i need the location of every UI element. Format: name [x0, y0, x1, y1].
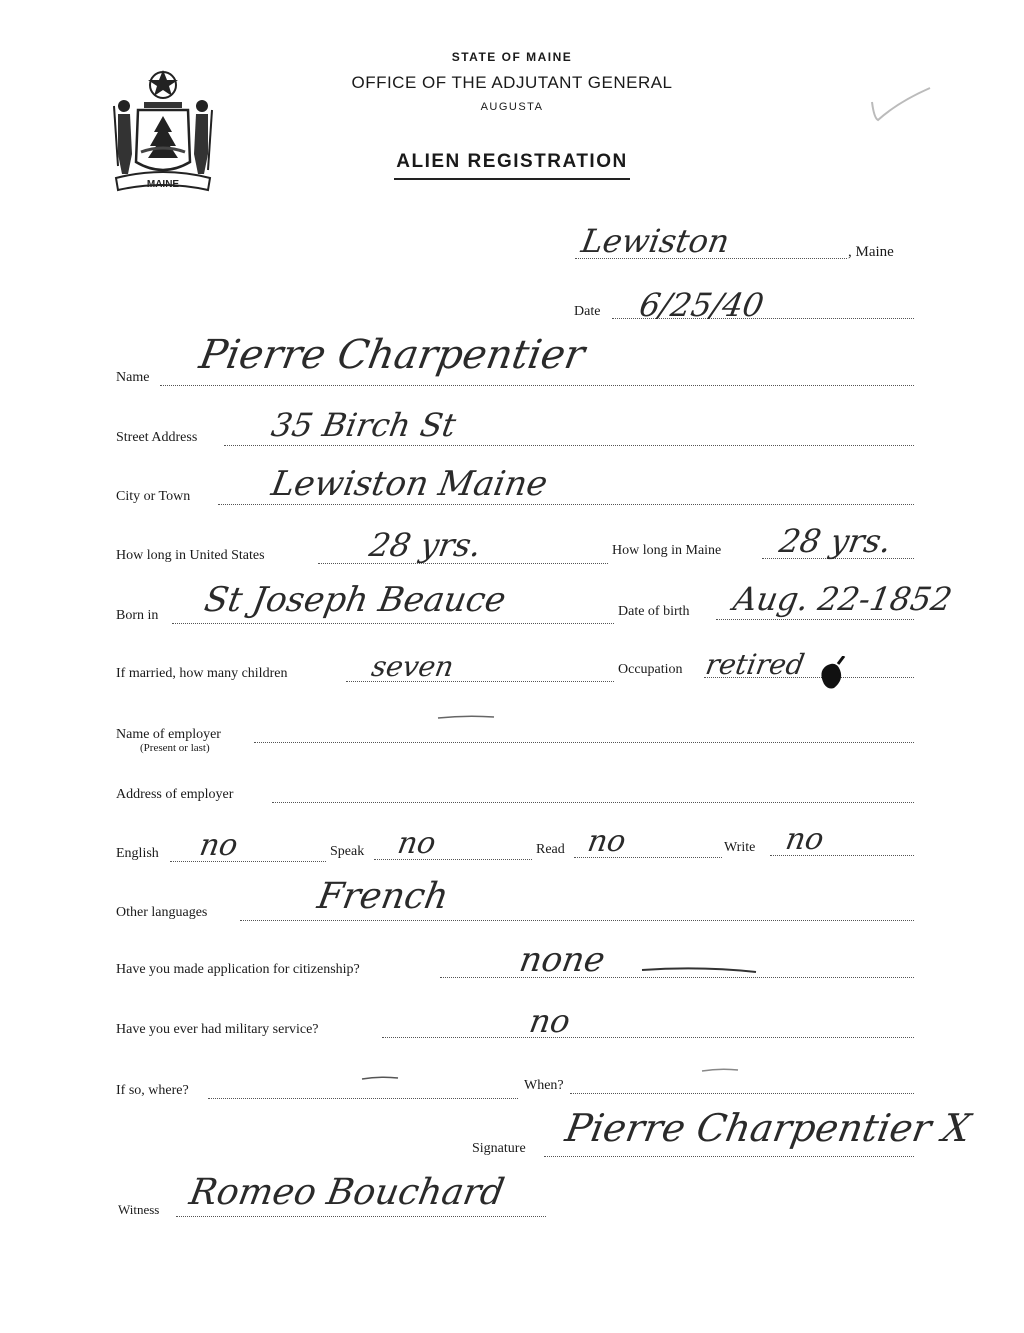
how-long-maine-value: 28 yrs.: [776, 522, 895, 560]
occupation-value: retired: [703, 648, 807, 681]
occupation-label: Occupation: [618, 662, 683, 677]
dash-mark-icon: [360, 1074, 400, 1082]
born-in-label: Born in: [116, 608, 159, 623]
citizenship-value: none: [516, 940, 608, 980]
underline-stroke-icon: [640, 962, 760, 978]
witness-value: Romeo Bouchard: [186, 1172, 508, 1213]
born-in-value: St Joseph Beauce: [201, 580, 509, 620]
date-of-birth-value: Aug. 22-1852: [730, 580, 955, 618]
name-value: Pierre Charpentier: [195, 332, 589, 378]
city-heading: AUGUSTA: [480, 101, 544, 113]
city-or-town-label: City or Town: [116, 489, 191, 504]
read-value: no: [584, 824, 629, 859]
how-long-maine-label: How long in Maine: [612, 543, 722, 558]
ink-blot-icon: [810, 656, 850, 692]
write-value: no: [782, 822, 827, 857]
signature-value: Pierre Charpentier X: [562, 1106, 974, 1150]
when-label: When?: [524, 1078, 564, 1093]
other-languages-label: Other languages: [116, 905, 208, 920]
how-long-us-value: 28 yrs.: [366, 526, 485, 564]
maine-suffix-label: , Maine: [848, 244, 894, 260]
write-label: Write: [724, 840, 756, 855]
read-label: Read: [536, 842, 565, 857]
street-address-label: Street Address: [116, 430, 198, 445]
employer-address-label: Address of employer: [116, 787, 234, 802]
city-or-town-value: Lewiston Maine: [268, 464, 551, 504]
dash-mark-icon: [700, 1066, 740, 1074]
english-label: English: [116, 846, 159, 861]
children-value: seven: [369, 650, 457, 683]
signature-label: Signature: [472, 1141, 526, 1156]
check-mark-icon: [868, 84, 938, 134]
witness-label: Witness: [118, 1202, 160, 1217]
form-title: ALIEN REGISTRATION: [0, 151, 1024, 173]
name-label: Name: [116, 370, 150, 385]
children-label: If married, how many children: [116, 666, 288, 681]
speak-value: no: [394, 826, 439, 861]
dash-mark-icon: [436, 712, 496, 722]
citizenship-label: Have you made application for citizenship?: [116, 962, 360, 977]
svg-text:MAINE: MAINE: [146, 179, 180, 190]
employer-name-label: Name of employer: [116, 727, 221, 742]
how-long-us-label: How long in United States: [116, 548, 265, 563]
date-value: 6/25/40: [636, 286, 767, 324]
where-label: If so, where?: [116, 1083, 189, 1098]
state-heading: STATE OF MAINE: [451, 50, 573, 64]
speak-label: Speak: [330, 844, 365, 859]
office-heading: OFFICE OF THE ADJUTANT GENERAL: [351, 73, 673, 92]
date-of-birth-label: Date of birth: [618, 604, 690, 619]
street-address-value: 35 Birch St: [268, 406, 459, 444]
employer-note-label: (Present or last): [140, 742, 210, 754]
registration-city: Lewiston: [578, 222, 733, 260]
date-label: Date: [574, 304, 601, 319]
other-languages-value: French: [314, 876, 452, 917]
english-value: no: [196, 828, 241, 863]
military-value: no: [526, 1002, 574, 1040]
military-label: Have you ever had military service?: [116, 1022, 319, 1037]
